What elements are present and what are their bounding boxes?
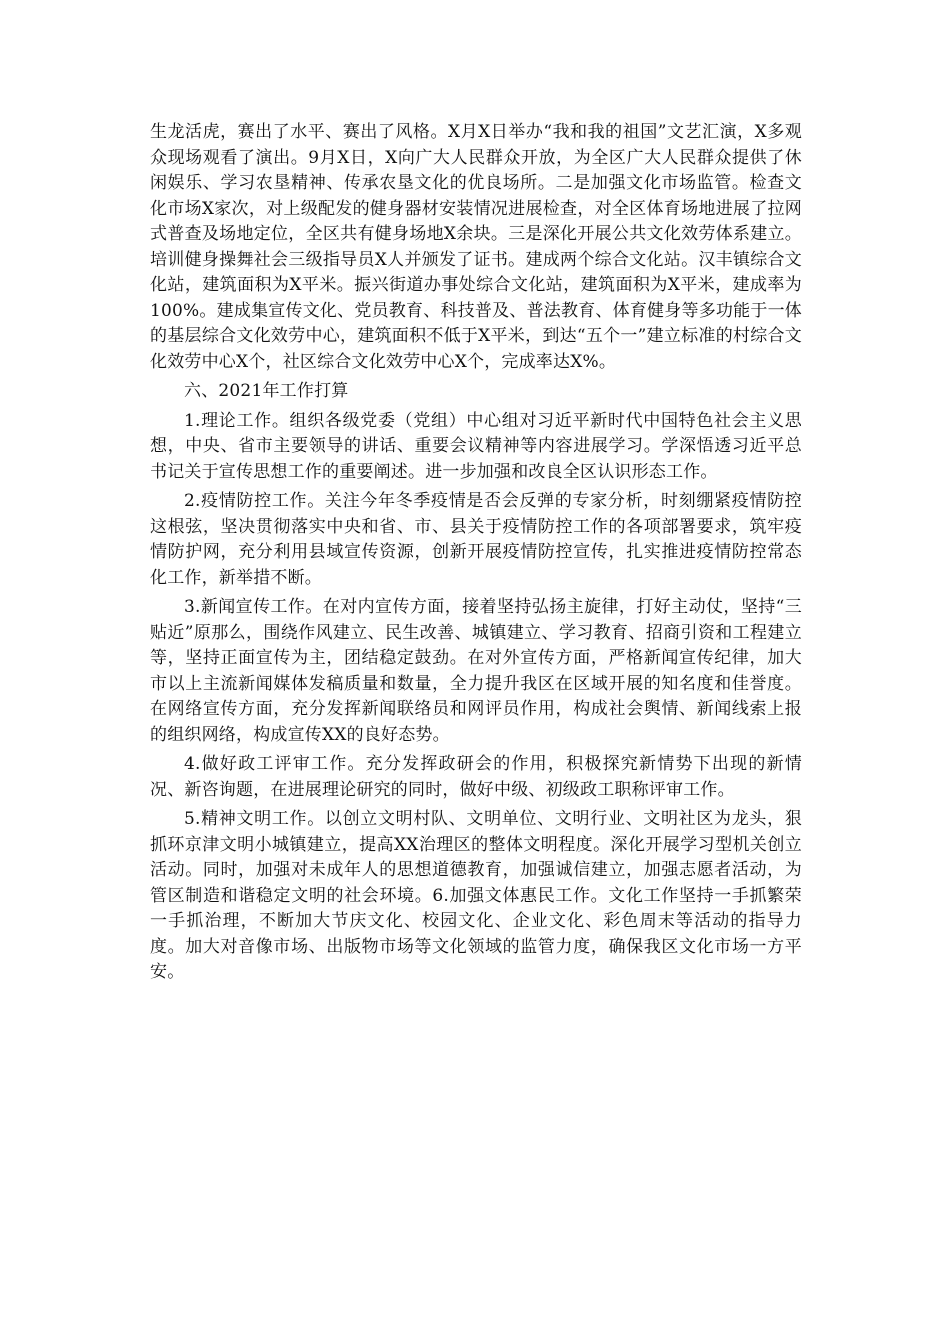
body-paragraph-1: 1.理论工作。组织各级党委（党组）中心组对习近平新时代中国特色社会主义思想，中央、省市主要领导的讲话、重要会议精神等内容进展学习。学深悟透习近平总书记关于宣传思想工作的重要阐述。进一步加强和改良全区认识形态工作。	[150, 410, 802, 482]
body-paragraph-0: 生龙活虎，赛出了水平、赛出了风格。X月X日举办“我和我的祖国”文艺汇演，X多观众现场观看了演出。9月X日，X向广大人民群众开放，为全区广大人民群众提供了休闲娱乐、学习农垦精神、传承农垦文化的优良场所。二是加强文化市场监管。检查文化市场X家次，对上级配发的健身器材安装情况进展检查，对全区体育场地进展了拉网式普查及场地定位，全区共有健身场地X余块。三是深化开展公共文化效劳体系建立。培训健身操舞社会三级指导员X人并颁发了证书。建成两个综合文化站。汉丰镇综合文化站，建筑面积为X平米。振兴街道办事处综合文化站，建筑面积为X平米，建成率为100%。建成集宣传文化、党员教育、科技普及、普法教育、体育健身等多功能于一体的基层综合文化效劳中心，建筑面积不低于X平米，到达“五个一”建立标准的村综合文化效劳中心X个，社区综合文化效劳中心X个，完成率达X%。	[150, 122, 802, 372]
document-page	[150, 120, 802, 990]
body-paragraph-2: 2.疫情防控工作。关注今年冬季疫情是否会反弹的专家分析，时刻绷紧疫情防控这根弦，坚决贯彻落实中央和省、市、县关于疫情防控工作的各项部署要求，筑牢疫情防护网，充分利用县域宣传资源，创新开展疫情防控宣传，扎实推进疫情防控常态化工作，新举措不断。	[150, 491, 802, 588]
body-paragraph-3: 3.新闻宣传工作。在对内宣传方面，接着坚持弘扬主旋律，打好主动仗，坚持“三贴近”原那么，围绕作风建立、民生改善、城镇建立、学习教育、招商引资和工程建立等，坚持正面宣传为主，团结稳定鼓劲。在对外宣传方面，严格新闻宣传纪律，加大市以上主流新闻媒体发稿质量和数量，全力提升我区在区域开展的知名度和佳誉度。在网络宣传方面，充分发挥新闻联络员和网评员作用，构成社会舆情、新闻线索上报的组织网络，构成宣传XX的良好态势。	[150, 597, 802, 745]
section-heading: 六、2021年工作打算	[184, 381, 349, 401]
body-paragraph-4: 4.做好政工评审工作。充分发挥政研会的作用，积极探究新情势下出现的新情况、新咨询题，在进展理论研究的同时，做好中级、初级政工职称评审工作。	[150, 754, 802, 800]
body-paragraph-5: 5.精神文明工作。以创立文明村队、文明单位、文明行业、文明社区为龙头，狠抓环京津文明小城镇建立，提高XX治理区的整体文明程度。深化开展学习型机关创立活动。同时，加强对未成年人的思想道德教育，加强诚信建立，加强志愿者活动，为管区制造和谐稳定文明的社会环境。6.加强文体惠民工作。文化工作坚持一手抓繁荣一手抓治理，不断加大节庆文化、校园文化、企业文化、彩色周末等活动的指导力度。加大对音像市场、出版物市场等文化领域的监管力度，确保我区文化市场一方平安。	[150, 809, 802, 982]
